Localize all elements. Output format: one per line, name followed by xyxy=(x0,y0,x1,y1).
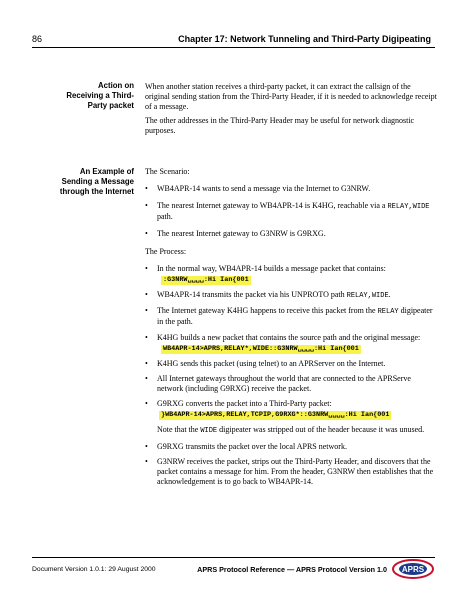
bullet: • xyxy=(145,306,148,315)
code-highlight: }WB4APR-14>APRS,RELAY,TCPIP,G9RXG*::G3NRW␣␣␣␣:Hi Ian{001 xyxy=(161,411,390,419)
section-heading-action: Action on Receiving a Third- Party packet xyxy=(66,81,134,110)
bullet: • xyxy=(145,374,148,383)
code-highlight: WB4APR-14>APRS,RELAY*,WIDE::G3NRW␣␣␣␣:Hi Ian{001 xyxy=(163,345,359,353)
bullet: • xyxy=(145,201,148,210)
process-label: The Process: xyxy=(145,247,187,256)
paragraph: The other addresses in the Third-Party Header may be useful for network diagnostic purposes. xyxy=(145,116,415,135)
aprs-logo-icon xyxy=(391,557,435,581)
note: Note that the WIDE digipeater was stripped out of the header because it was unused. xyxy=(157,425,425,435)
list-item: • G9RXG transmits the packet over the local APRS network. xyxy=(145,442,347,451)
section-body-example xyxy=(145,167,437,487)
list-item: • G9RXG converts the packet into a Third-Party packet: }WB4APR-14>APRS,RELAY,TCPIP,G9RXG*::G3NRW␣␣␣␣:Hi Ian{001 Note that the WIDE digipeater was stripped out of the header because it was unused. xyxy=(145,399,437,436)
list-item: • In the normal way, WB4APR-14 builds a message packet that contains: :G3NRW␣␣␣␣:Hi Ian{001 xyxy=(145,264,386,284)
bullet: • xyxy=(145,229,148,238)
logo-text: APRS xyxy=(401,565,425,574)
list-item: • G3NRW receives the packet, strips out the Third-Party Header, and discovers that the packet contains a message for him. From the header, G3NRW then establishes that the acknowledgement is to go back to WB4APR-14. xyxy=(145,457,434,486)
bullet: • xyxy=(145,457,148,466)
list-item: • K4HG sends this packet (using telnet) to an APRServer on the Internet. xyxy=(145,359,386,368)
list-item: • All Internet gateways throughout the world that are connected to the APRServe network (including G9RXG) receive the packet. xyxy=(145,374,411,393)
chapter-title: Chapter 17: Network Tunneling and Third-Party Digipeating xyxy=(178,34,431,44)
scenario-label: The Scenario: xyxy=(145,167,190,176)
bullet: • xyxy=(145,264,148,273)
footer-rule xyxy=(32,557,435,558)
bullet: • xyxy=(145,359,148,368)
bullet: • xyxy=(145,442,148,451)
list-item: • The nearest Internet gateway to WB4APR-14 is K4HG, reachable via a RELAY,WIDE path. xyxy=(145,201,430,221)
list-item: • K4HG builds a new packet that contains the source path and the original message: WB4APR-14>APRS,RELAY*,WIDE::G3NRW␣␣␣␣:Hi Ian{001 xyxy=(145,333,421,353)
code-highlight: :G3NRW␣␣␣␣:Hi Ian{001 xyxy=(163,276,249,284)
list-item: • The nearest Internet gateway to G3NRW is G9RXG. xyxy=(145,229,326,238)
aprs-logo xyxy=(391,557,435,586)
paragraph: When another station receives a third-party packet, it can extract the callsign of the original sending station from the Third-Party Header, if it is needed to acknowledge receipt of a message. xyxy=(145,82,437,111)
bullet: • xyxy=(145,184,148,193)
bullet: • xyxy=(145,333,148,342)
list-item: • WB4APR-14 transmits the packet via his UNPROTO path RELAY,WIDE. xyxy=(145,290,391,300)
bullet: • xyxy=(145,290,148,299)
section-body-action xyxy=(145,82,437,136)
header-rule xyxy=(32,47,435,48)
document-version: Document Version 1.0.1: 29 August 2000 xyxy=(32,566,156,573)
document-title: APRS Protocol Reference — APRS Protocol Version 1.0 xyxy=(197,565,387,574)
list-item: • WB4APR-14 wants to send a message via the Internet to G3NRW. xyxy=(145,184,371,193)
section-heading-example: An Example of Sending a Message through the Internet xyxy=(59,167,134,196)
list-item: • The Internet gateway K4HG happens to receive this packet from the RELAY digipeater in the path. xyxy=(145,306,433,326)
bullet: • xyxy=(145,399,148,408)
page-number: 86 xyxy=(32,34,43,44)
